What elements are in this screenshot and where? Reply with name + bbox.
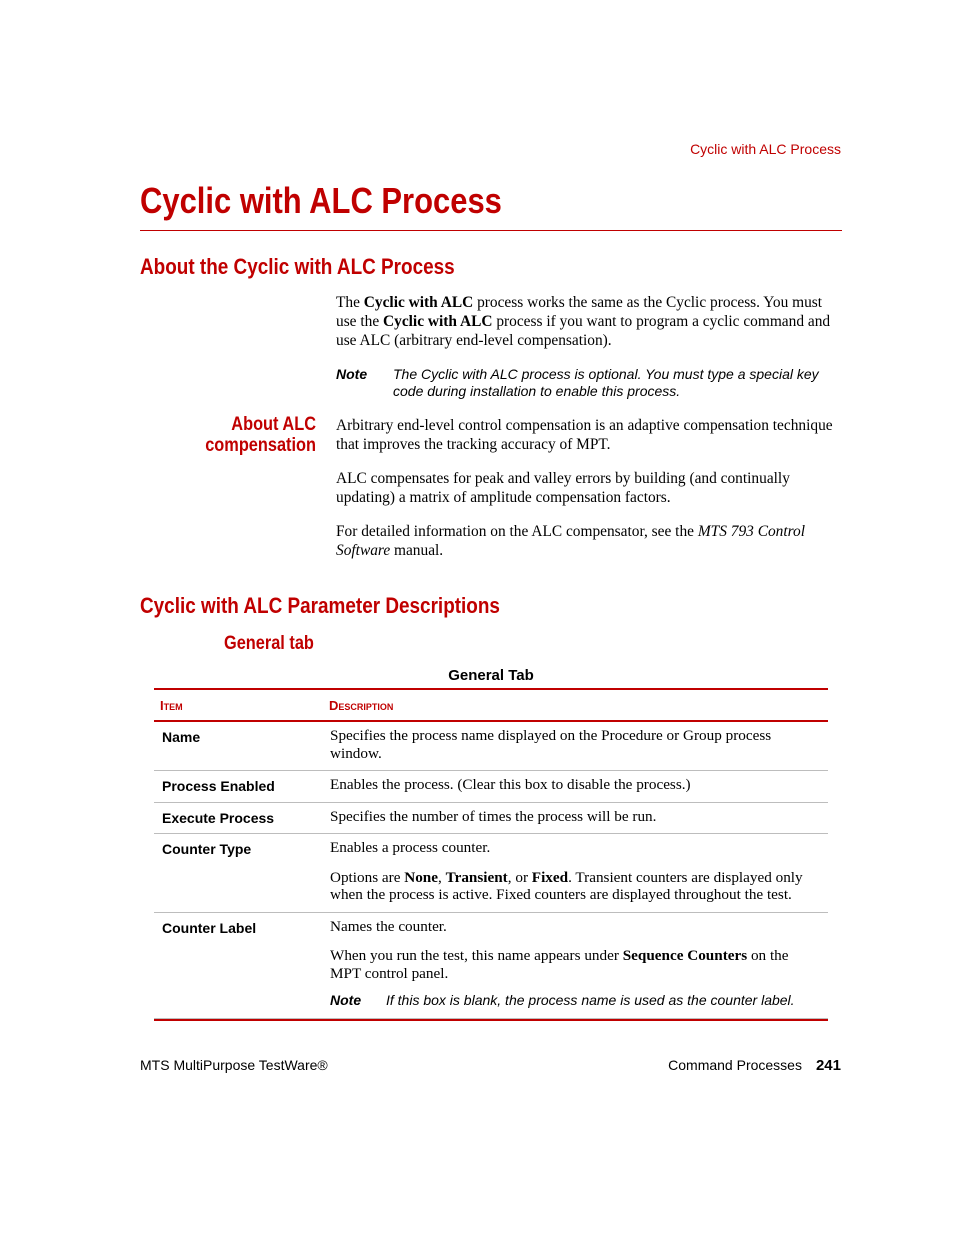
row-description: Enables a process counter. Options are None, Transient, or Fixed. Transient counters are displayed only when the process is active. Fixed counters are displayed throughout the test. <box>330 839 803 903</box>
title-rule <box>140 230 842 231</box>
footer-section <box>668 1057 841 1074</box>
table-note <box>330 992 820 1010</box>
note-label: Note <box>336 366 368 382</box>
page-number: 241 <box>815 1057 841 1074</box>
column-header-description: Description <box>329 698 394 713</box>
row-description: Specifies the number of times the process will be run. <box>330 807 657 825</box>
column-header-item: Item <box>160 698 183 713</box>
subheading-general-tab: General tab <box>224 633 314 654</box>
side-heading-alc: About ALC compensation <box>205 414 316 456</box>
table-caption: General Tab <box>448 667 534 684</box>
about-note <box>336 366 842 400</box>
about-paragraph: The Cyclic with ALC process works the same as the Cyclic process. You must use the Cyclic with ALC process if you want to program a cyclic command and use ALC (arbitrary end-level compensation). <box>336 294 831 349</box>
row-description: Specifies the process name displayed on the Procedure or Group process window. <box>330 727 772 762</box>
table-bottom-rule <box>154 1019 828 1021</box>
row-item: Process Enabled <box>162 778 275 794</box>
table-header-row <box>154 690 828 720</box>
row-item: Counter Label <box>162 919 257 936</box>
table-row <box>154 913 828 1019</box>
note-text: The Cyclic with ALC process is optional. You must type a special key code during installation to enable this process. <box>393 366 819 399</box>
row-description: Enables the process. (Clear this box to disable the process.) <box>330 776 691 793</box>
section-heading-params: Cyclic with ALC Parameter Descriptions <box>140 593 500 618</box>
alc-paragraph-1: Arbitrary end-level control compensation is an adaptive compensation technique that improves the tracking accuracy of MPT. <box>336 417 833 453</box>
row-item: Name <box>162 729 201 745</box>
general-tab-table <box>154 688 828 1021</box>
row-item: Execute Process <box>162 809 275 826</box>
alc-paragraph-2: ALC compensates for peak and valley errors by building (and continually updating) a matrix of amplitude compensation factors. <box>336 470 790 506</box>
section-heading-about: About the Cyclic with ALC Process <box>140 254 455 279</box>
note-text: If this box is blank, the process name is used as the counter label. <box>386 992 795 1008</box>
footer-product-name: MTS MultiPurpose TestWare® <box>140 1057 328 1073</box>
table-row <box>154 803 828 835</box>
running-header: Cyclic with ALC Process <box>690 141 841 157</box>
table-row <box>154 722 828 771</box>
alc-paragraph-3: For detailed information on the ALC compensator, see the MTS 793 Control Software manual. <box>336 523 806 559</box>
row-description: Names the counter. When you run the test, this name appears under Sequence Counters on the MPT control panel. Note If this box is blank, the process name is used as the counter label. <box>330 913 820 1018</box>
footer-section-name: Command Processes <box>668 1057 802 1073</box>
table-row <box>154 771 828 803</box>
note-label: Note <box>330 992 362 1008</box>
row-item: Counter Type <box>162 841 252 857</box>
table-row <box>154 834 828 913</box>
page-title: Cyclic with ALC Process <box>140 180 502 221</box>
